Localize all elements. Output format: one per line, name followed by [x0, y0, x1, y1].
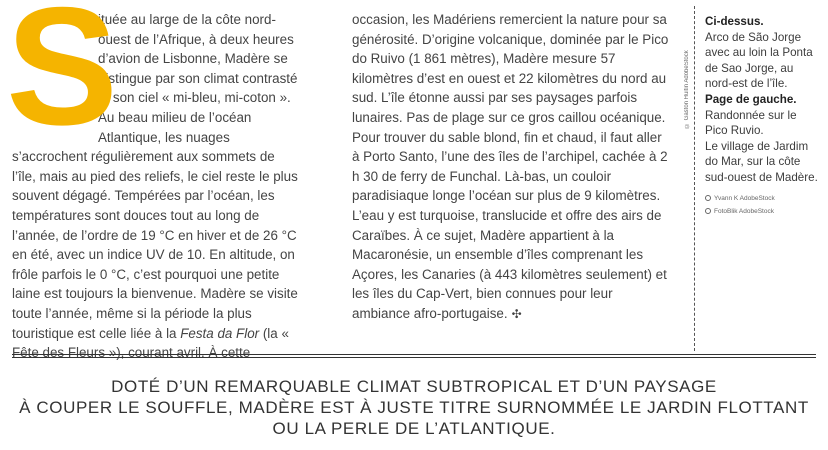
pull-quote-line-2: À COUPER LE SOUFFLE, MADÈRE EST À JUSTE TITRE SURNOMMÉE LE JARDIN FLOTTANT: [19, 398, 809, 417]
dropcap-letter: S: [6, 0, 119, 160]
article-paragraph-2: [352, 10, 670, 325]
paragraph-2-text: occasion, les Madériens remercient la nature pour sa générosité. D’origine volcanique, dominée par le Pico do Ruivo (1 861 mètres), Madère mesure 57 kilomètres d’est en ouest et 22 kilomètres du nord au sud. L’île étonne aussi par ses paysages parfois lunaires. Pas de plage sur ce gros caillou océanique. Pour trouver du sable blond, fin et chaud, il faut aller à Porto Santo, l’une des îles de l’archipel, cachée à 2 h 30 de ferry de Funchal. Là-bas, un couloir paradisiaque longe l’océan sur plus de 9 kilomètres. L’eau y est turquoise, translucide et offre des airs de Caraïbes. À ce sujet, Madère appartient à la Macaronésie, un ensemble d’îles comprenant les Açores, les Canaries (à 443 kilomètres seulement) et les îles du Cap-Vert, bien connues pour leur ambiance afro-portugaise.: [352, 12, 669, 321]
pull-quote-line-1: DOTÉ D’UN REMARQUABLE CLIMAT SUBTROPICAL ET D’UN PAYSAGE: [111, 377, 717, 396]
column-divider: [694, 6, 695, 351]
article-column-2: [352, 10, 670, 325]
caption-left-page-heading: Page de gauche.: [705, 92, 797, 106]
caption-left-page-text-1: Randonnée sur le Pico Ruvio.: [705, 108, 797, 138]
end-of-article-icon: ✣: [511, 306, 522, 321]
pull-quote-line-3: OU LA PERLE DE L’ATLANTIQUE.: [272, 419, 556, 438]
article-column-1: [6, 0, 302, 363]
caption-above-text: Arco de São Jorge avec au loin la Ponta de Sao Jorge, au nord-est de l’île.: [705, 30, 813, 91]
photo-credit-2: [705, 207, 820, 216]
paragraph-1-text-end: (la « Fête des Fleurs »), courant avril. À cette: [12, 325, 289, 361]
festival-name: Festa da Flor: [180, 325, 260, 341]
caption-left-page-text-2: Le village de Jardim do Mar, sur la côte sud-ouest de Madère.: [705, 139, 818, 184]
photo-captions: [705, 14, 820, 216]
copyright-icon: [705, 208, 711, 214]
photo-credit-1: [705, 194, 820, 203]
double-horizontal-rule: [12, 354, 816, 358]
photo-credit-vertical: © Gaston Huitin AdobeStock: [684, 50, 690, 128]
caption-above-heading: Ci-dessus.: [705, 15, 764, 28]
photo-credit-1-text: Yvann K AdobeStock: [714, 194, 775, 202]
dropcap-container: [6, 0, 119, 160]
photo-credit-2-text: FotoBlik AdobeStock: [714, 207, 774, 215]
copyright-icon: [705, 195, 711, 201]
pull-quote: [0, 376, 828, 439]
paragraph-1-text: ituée au large de la côte nord-ouest de l’Afrique, à deux heures d’avion de Lisbonne, Madère se distingue par son climat contrasté et son ciel « mi-bleu, mi-coton ». Au beau milieu de l’océan Atlantique, les nuages s’accrochent régulièrement aux sommets de l’île, mais au pied des reliefs, le ciel reste le plus souvent dégagé. Tempérées par l’océan, les températures sont douces tout au long de l’année, de l’ordre de 19 °C en hiver et de 26 °C en été, avec un indice UV de 10. En altitude, on frôle parfois le 0 °C, c’est pourquoi une petite laine est toujours la bienvenue. Madère se visite toute l’année, même si la période la plus touristique est celle liée à la: [12, 12, 298, 341]
